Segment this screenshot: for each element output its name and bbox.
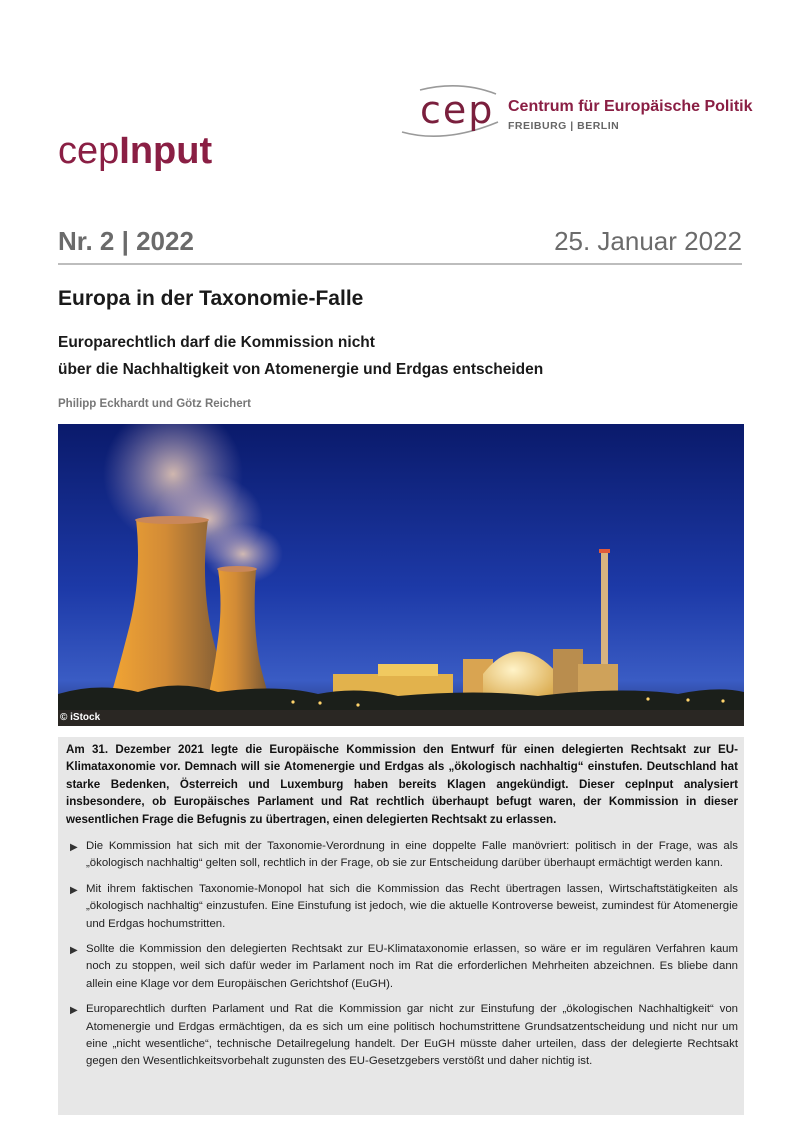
triangle-right-icon: ▶	[70, 884, 78, 896]
summary-intro: Am 31. Dezember 2021 legte die Europäische Kommission den Entwurf für einen delegierten Rechtsakt zur EU-Klimataxonomie vor. Demnach will sie Atomenergie und Erdgas als „ökologisch nachhaltig“ einstufen. Deutschland hat starke Bedenken, Österreich und Luxemburg haben bereits Klagen angekündigt. Dieser cepInput analysiert insbesondere, ob Europäisches Parlament und Rat rechtlich überhaupt befugt waren, der Kommission in dieser wesentlichen Frage die Befugnis zu übertragen, einen delegierten Rechtsakt zu erlassen.	[66, 743, 738, 826]
list-item	[66, 1001, 738, 1071]
page-subtitle	[58, 329, 748, 383]
subtitle-line-2: über die Nachhaltigkeit von Atomenergie und Erdgas entscheiden	[58, 361, 544, 378]
cep-logo	[400, 82, 753, 142]
bullet-text: Mit ihrem faktischen Taxonomie-Monopol hat sich die Kommission das Recht übertragen lassen, Wirtschaftstätigkeiten als „ökologisch nachhaltig“ einzustufen. Eine Einstufung ist jedoch, wie die aktuelle Kontroverse beweist, zumindest für Atomenergie und Erdgas hochumstritten.	[86, 882, 738, 930]
logo-mark-text: cep	[420, 88, 495, 132]
page-title: Europa in der Taxonomie-Falle	[58, 287, 364, 310]
triangle-right-icon: ▶	[70, 1005, 78, 1017]
summary-bullets	[66, 838, 738, 1079]
logo-cities: FREIBURG | BERLIN	[508, 120, 620, 132]
list-item	[66, 881, 738, 933]
photo-credit: © iStock	[60, 712, 101, 723]
nuclear-plant-photo	[58, 424, 744, 726]
subtitle-line-1: Europarechtlich darf die Kommission nicht	[58, 334, 375, 351]
brand-suffix: Input	[119, 130, 213, 172]
publication-date: 25. Januar 2022	[554, 226, 742, 256]
bullet-text: Europarechtlich durften Parlament und Rat die Kommission gar nicht zur Einstufung der „ökologischen Nachhaltigkeit“ von Atomenergie und Erdgas ermächtigen, da es sich um eine politisch hochumstrittene Grundsatzentscheidung und nicht nur um eine „nicht wesentliche“, technische Detailregelung handelt. Der EuGH müsste daher urteilen, dass der delegierte Rechtsakt gegen den Wesentlichkeitsvorbehalt zugunsten des EU-Gesetzgebers verstößt und daher nichtig ist.	[86, 1003, 738, 1068]
authors: Philipp Eckhardt und Götz Reichert	[58, 398, 251, 410]
bullet-text: Sollte die Kommission den delegierten Rechtsakt zur EU-Klimataxonomie erlassen, so wäre er im regulären Verfahren kaum noch zu stoppen, weil sich dafür weder im Parlament noch im Rat die erforderlichen Mehrheiten abzeichnen. Es bliebe dann allein eine Klage vor dem Europäischen Gerichtshof (EuGH).	[86, 943, 738, 990]
brand-prefix: cep	[58, 130, 120, 172]
triangle-right-icon: ▶	[70, 842, 78, 853]
list-item	[66, 838, 738, 873]
publication-brand	[58, 130, 212, 173]
issue-number: Nr. 2 | 2022	[58, 226, 194, 256]
bullet-text: Die Kommission hat sich mit der Taxonomie-Verordnung in eine doppelte Falle manövriert: politisch in der Frage, was als „ökologisch nachhaltig“ gelten soll, rechtlich in der Frage, ob sie zur Entscheidung darüber überhaupt ermächtigt werden kann.	[86, 840, 738, 870]
summary-box	[58, 737, 744, 1115]
triangle-right-icon: ▶	[70, 945, 78, 957]
list-item	[66, 941, 738, 993]
header-divider	[58, 263, 742, 265]
logo-organization-name: Centrum für Europäische Politik	[508, 98, 753, 115]
